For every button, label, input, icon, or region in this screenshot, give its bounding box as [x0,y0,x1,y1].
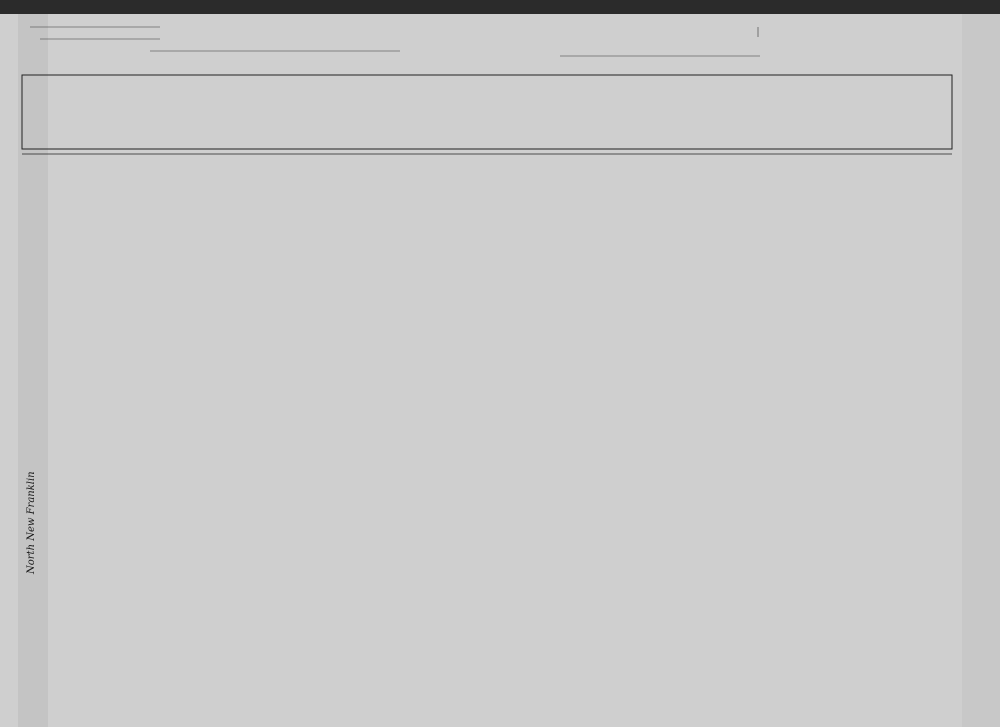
census-sheet [0,14,1000,727]
census-document [0,14,1000,727]
paper [0,14,1000,727]
window-title-bar [0,0,1000,14]
side-note: North New Franklin [26,471,37,574]
